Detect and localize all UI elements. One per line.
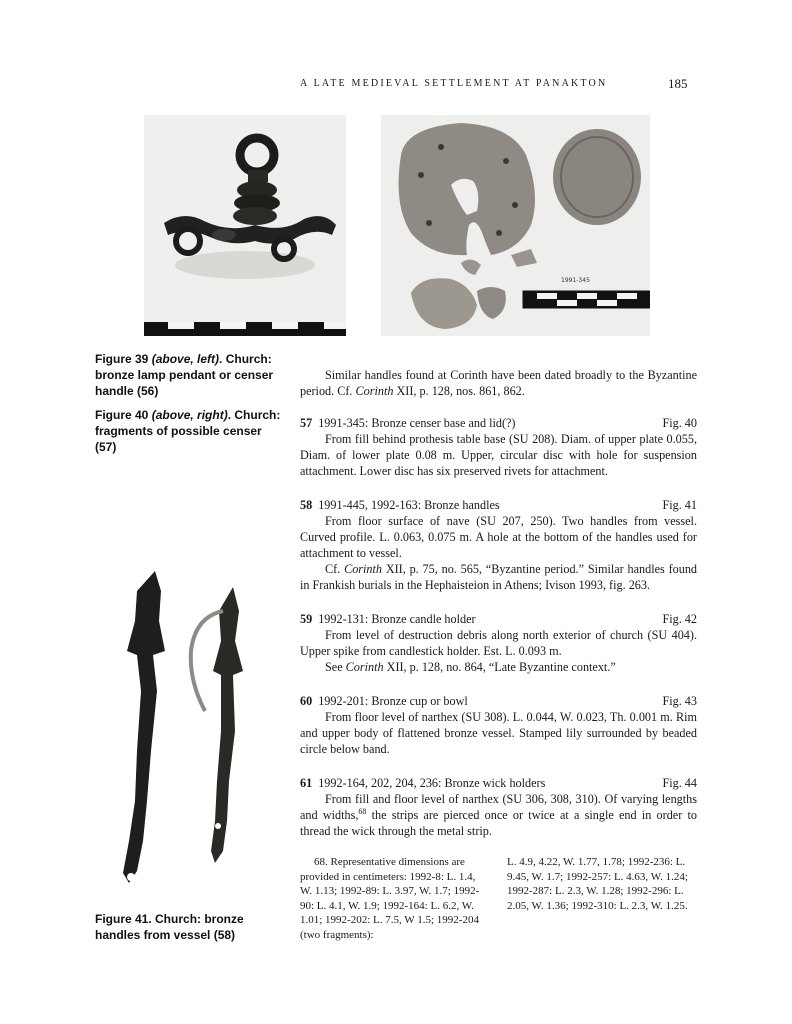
entry-number: 60	[300, 694, 313, 708]
entry-number: 57	[300, 416, 313, 430]
entry-fig-ref: Fig. 44	[662, 776, 697, 790]
entry-title: 1991-445, 1992-163: Bronze handles	[318, 498, 500, 512]
desc-b: the strips are pierced once or twice at a single end in order to thread the wick through the metal strip.	[300, 808, 697, 838]
entry-number: 59	[300, 612, 313, 626]
scale-tag: 1991-345	[561, 277, 590, 284]
entry-description	[300, 791, 697, 839]
entry-title: 1992-131: Bronze candle holder	[318, 612, 476, 626]
footnote-68	[300, 855, 697, 942]
running-head: A LATE MEDIEVAL SETTLEMENT AT PANAKTON	[300, 78, 608, 89]
entry-59	[300, 611, 697, 675]
ref-pre: Cf.	[325, 562, 345, 576]
footnote-column-2	[507, 855, 697, 942]
intro-text-b: XII, p. 128, nos. 861, 862.	[393, 384, 525, 398]
entry-fig-ref: Fig. 41	[662, 498, 697, 512]
censer-fragments-image	[381, 115, 650, 336]
figure-40-label: Figure 40	[95, 408, 149, 422]
figure-39-photo	[144, 115, 346, 336]
intro-text-a: Similar handles found at Corinth have been dated broadly to the Byzantine period. Cf.	[300, 368, 697, 398]
entry-61	[300, 775, 697, 839]
intro-paragraph	[300, 367, 697, 399]
entry-title: 1991-345: Bronze censer base and lid(?)	[318, 416, 516, 430]
entry-reference	[300, 659, 697, 675]
ref-ital: Corinth	[344, 562, 382, 576]
ref-pre: See	[325, 660, 346, 674]
entry-60	[300, 693, 697, 757]
figure-40-photo	[381, 115, 650, 336]
entry-description: From floor surface of nave (SU 207, 250). Two handles from vessel. Curved profile. L. 0.063, 0.075 m. A hole at the bottom of the handles used for attachment to vessel.	[300, 514, 697, 560]
entry-fig-ref: Fig. 40	[662, 416, 697, 430]
entry-title: 1992-201: Bronze cup or bowl	[318, 694, 468, 708]
figure-39-text: . Church: bronze lamp pendant or censer handle (56)	[95, 352, 274, 398]
footnote-column-1	[300, 855, 490, 942]
figure-41-caption-text: Figure 41. Church: bronze handles from vessel (58)	[95, 912, 244, 942]
entry-description: From level of destruction debris along north exterior of church (SU 404). Upper spike from candlestick holder. Est. L. 0.093 m.	[300, 628, 697, 658]
footnote-text-1: 68. Representative dimensions are provided in centimeters: 1992-8: L. 1.4, W. 1.13; 1992-89: L. 3.97, W. 1.7; 1992-90: L. 4.1, W. 1.9; 1992-164: L. 6.2, W. 1.01; 1992-202: L. 7.5, W 1.5; 1992-204 (two fragments):	[300, 856, 480, 941]
entry-title: 1992-164, 202, 204, 236: Bronze wick holders	[318, 776, 546, 790]
entry-heading	[300, 611, 697, 627]
entry-fig-ref: Fig. 43	[662, 694, 697, 708]
entry-fig-ref: Fig. 42	[662, 612, 697, 626]
entry-number: 61	[300, 776, 313, 790]
ref-ital: Corinth	[345, 660, 384, 674]
entry-heading	[300, 415, 697, 431]
footnote-text-2: L. 4.9, 4.22, W. 1.77, 1.78; 1992-236: L. 9.45, W. 1.7; 1992-257: L. 4.63, W. 1.24; 1992-287: L. 2.3, W. 1.28; 1992-296: L. 2.05, W. 1.36; 1992-310: L. 2.3, W. 1.25.	[507, 856, 688, 912]
entry-number: 58	[300, 498, 313, 512]
entry-57	[300, 415, 697, 479]
footnote-ref[interactable]: 68	[358, 806, 367, 816]
bronze-handles-image	[95, 551, 270, 896]
entry-heading	[300, 775, 697, 791]
figure-41-photo	[95, 551, 270, 896]
figure-40-position: (above, right)	[151, 408, 228, 422]
entry-heading	[300, 497, 697, 513]
entry-description: From fill behind prothesis table base (SU 208). Diam. of upper plate 0.055, Diam. of lower plate 0.08 m. Upper, circular disc with hole for suspension attachment. Lower disc has six preserved rivets for attachment.	[300, 432, 697, 478]
page-number: 185	[668, 76, 688, 91]
entry-description: From floor level of narthex (SU 308). L. 0.044, W. 0.023, Th. 0.001 m. Rim and upper body of flattened bronze vessel. Stamped lily surrounded by beaded circle below band.	[300, 710, 697, 756]
lamp-pendant-image	[144, 115, 346, 336]
entry-58	[300, 497, 697, 593]
figure-40-caption	[95, 407, 285, 455]
entry-heading	[300, 693, 697, 709]
intro-corinth: Corinth	[355, 384, 394, 398]
figure-39-caption	[95, 351, 285, 399]
entry-reference	[300, 561, 697, 593]
figure-39-position: (above, left)	[151, 352, 220, 366]
figure-41-caption	[95, 911, 285, 943]
figure-39-label: Figure 39	[95, 352, 149, 366]
ref-post: XII, p. 128, no. 864, “Late Byzantine context.”	[383, 660, 616, 674]
desc-a: From fill and floor level of narthex (SU 306, 308, 310). Of varying lengths and widths,	[300, 792, 697, 822]
figure-40-text: . Church: fragments of possible censer (57)	[95, 408, 281, 454]
ref-post: XII, p. 75, no. 565, “Byzantine period.” Similar handles found in Frankish burials in the Hephaisteion in Athens; Ivison 1993, fig. 263.	[300, 562, 698, 592]
